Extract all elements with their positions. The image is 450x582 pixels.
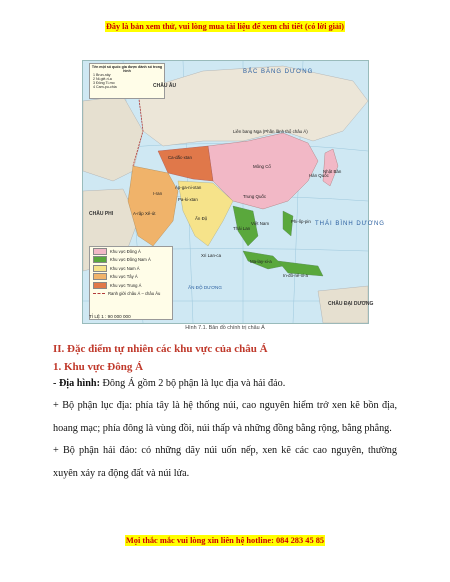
legend-title: Tên một số quốc gia được đánh số trong hình (91, 65, 163, 73)
legend-east-asia: Khu vực Đông Á (93, 247, 172, 256)
label-sri-lanka: Xri Lan-ca (201, 253, 222, 258)
label-afghanistan: Áp-ga-ni-xtan (175, 185, 202, 190)
asia-political-map (82, 60, 385, 324)
label-india: Ấn Độ (195, 216, 208, 221)
preview-banner: Đây là bản xem thử, vui lòng mua tài liệu để xem chi tiết (có lời giải) (105, 22, 344, 31)
swatch-southeast-asia (93, 256, 107, 263)
hotline-banner: Mọi thắc mắc vui lòng xin liên hệ hotline: 084 283 45 85 (125, 536, 325, 545)
legend-item: 2 Ni-giê-ri-a (93, 77, 112, 81)
paragraph-mainland: + Bộ phận lục địa: phía tây là hệ thống núi, cao nguyên hiểm trở xen kẽ bồn địa, hoang mạc; phía đông là vùng đồi, núi thấp và những đồng bằng rộng, bằng phẳng. (53, 400, 397, 434)
label-europe: CHÂU ÂU (153, 83, 177, 89)
label-africa: CHÂU PHI (89, 211, 114, 217)
label-arctic-ocean: BẮC BĂNG DƯƠNG (243, 69, 314, 75)
swatch-east-asia (93, 248, 107, 255)
label-philippines: Phi-líp-pin (291, 219, 311, 224)
paragraph-terrain (53, 373, 397, 396)
map-scale: TỈ LỆ 1 : 90 000 000 (89, 314, 131, 319)
label-pacific-ocean: THÁI BÌNH DƯƠNG (315, 221, 385, 227)
map-caption: Hình 7.1. Bản đồ chính trị châu Á (185, 325, 265, 331)
label-indonesia: In-đô-nê-xi-a (283, 273, 308, 278)
label-pakistan: Pa-ki-xtan (178, 197, 198, 202)
country-number-legend (89, 63, 165, 99)
label-saudi-arabia: A-rập Xê-út (133, 211, 156, 216)
label-thailand: Thái Lan (233, 226, 251, 231)
section-heading: II. Đặc điểm tự nhiên các khu vực của châu Á (53, 343, 268, 355)
paragraph-islands: + Bộ phận hải đảo: có những dãy núi uốn nếp, xen kẽ các cao nguyên, thường xuyên xảy ra động đất và núi lửa. (53, 445, 397, 479)
region-legend (89, 246, 173, 320)
label-russia: Liên bang Nga (Phần lãnh thổ châu Á) (233, 129, 308, 134)
label-japan: Nhật Bản (323, 169, 342, 174)
swatch-south-asia (93, 265, 107, 272)
legend-central-asia: Khu vực Trung Á (93, 281, 172, 290)
label-kazakhstan: Ca-dắc-xtan (168, 155, 192, 160)
legend-item: 3 Đông Ti-mo (93, 81, 115, 85)
terrain-text: Đông Á gồm 2 bộ phận là lục địa và hải đảo. (100, 378, 286, 389)
terrain-label: - Địa hình: (53, 378, 100, 389)
label-vietnam: Việt Nam (251, 221, 269, 226)
label-iran: I-ran (153, 191, 163, 196)
legend-item: 4 Cam-pu-chia (93, 85, 117, 89)
swatch-west-asia (93, 273, 107, 280)
legend-southeast-asia: Khu vực Đông Nam Á (93, 256, 172, 265)
label-south-korea: Hàn Quốc (309, 173, 329, 178)
label-indian-ocean: ẤN ĐỘ DƯƠNG (188, 285, 222, 290)
subsection-heading: 1. Khu vực Đông Á (53, 361, 144, 373)
label-mongolia: Mông Cổ (253, 164, 271, 169)
legend-asia-europe-boundary: Ranh giới châu Á – châu Âu (93, 290, 172, 299)
swatch-boundary (93, 293, 105, 294)
swatch-central-asia (93, 282, 107, 289)
label-malaysia: Ma-lay-xi-a (250, 259, 272, 264)
legend-west-asia: Khu vực Tây Á (93, 273, 172, 282)
label-oceania: CHÂU ĐẠI DƯƠNG (328, 301, 374, 307)
label-china: Trung Quốc (243, 194, 267, 199)
legend-item: 1 Brun-nây (93, 73, 111, 77)
legend-south-asia: Khu vực Nam Á (93, 264, 172, 273)
